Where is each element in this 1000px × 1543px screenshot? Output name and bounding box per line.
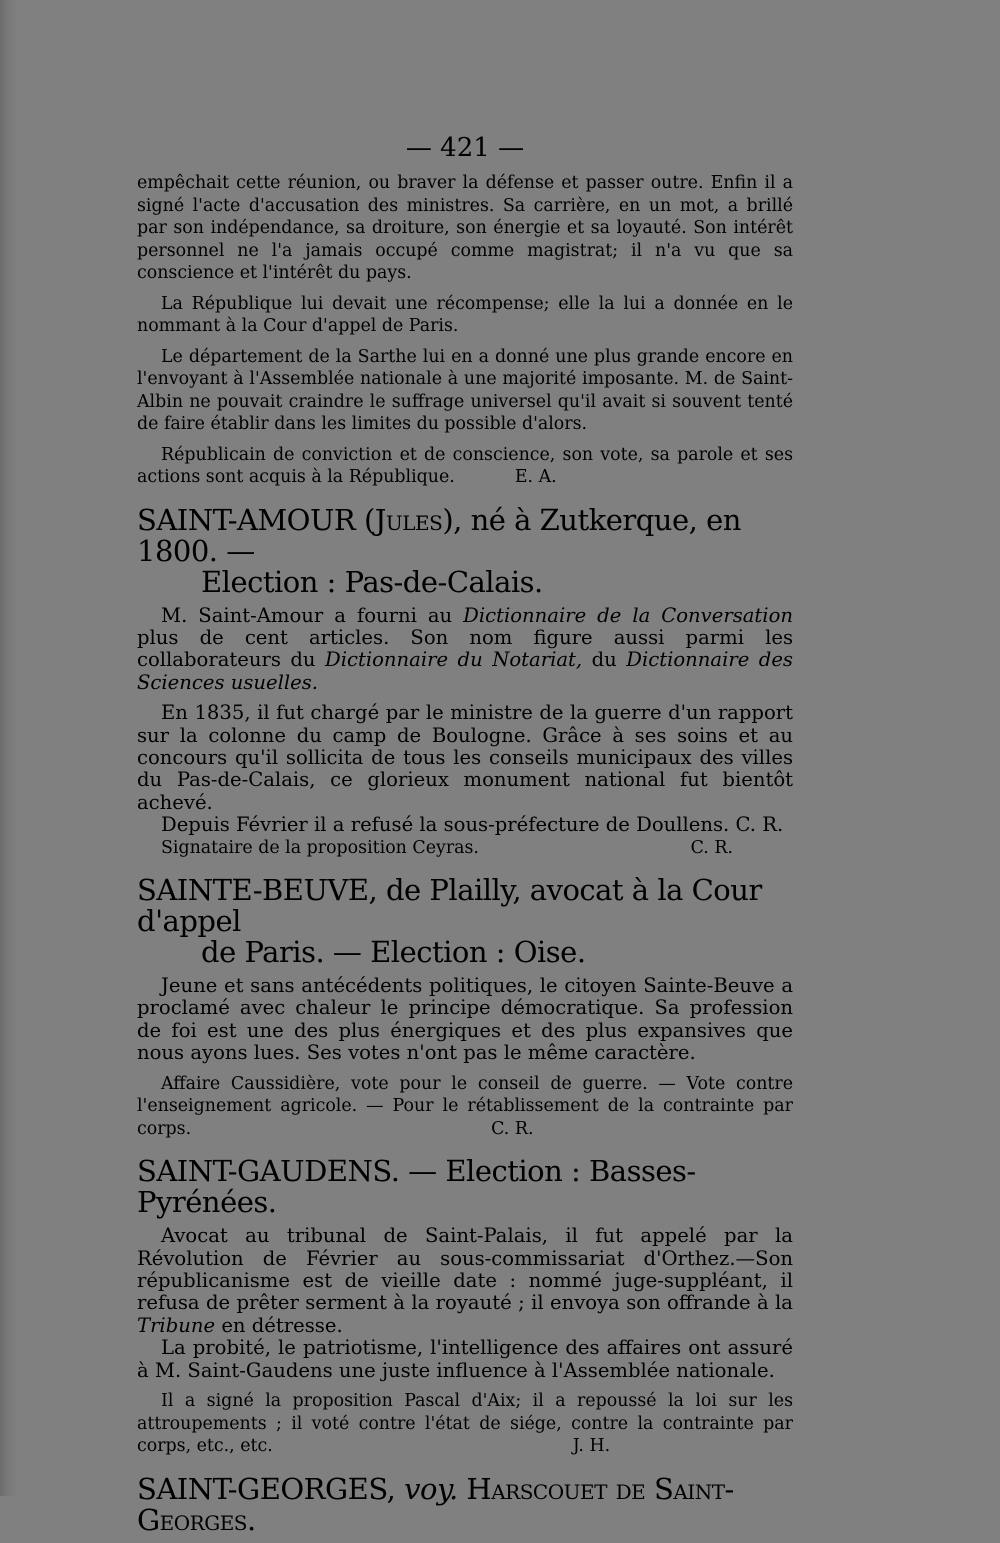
page-binding-edge [0, 0, 18, 1496]
paragraph: La République lui devait une récompense; elle la lui a donnée en le nommant à la Cour d'appel de Paris. [137, 293, 793, 336]
signature: C. R. [491, 1118, 534, 1139]
text: plus de cent articles. Son nom figure aussi parmi les collaborateurs du [137, 625, 793, 672]
cross-reference-target: Harscouet de Saint-Georges. [137, 1471, 734, 1537]
note [137, 1390, 793, 1458]
paragraph: La probité, le patriotisme, l'intelligence des affaires ont assuré à M. Saint-Gaudens une juste influence à l'Assemblée nationale. [137, 1336, 793, 1382]
entry-saint-georges [137, 1471, 793, 1537]
note-text: Signataire de la proposition Ceyras. [161, 837, 479, 858]
note-text: Affaire Caussidière, vote pour le conseil de guerre. — Vote contre l'enseignement agricole. — Pour le rétablissement de la contrainte par corps. [137, 1073, 793, 1139]
page-number: — 421 — [405, 133, 525, 163]
book-page [137, 128, 793, 1543]
paragraph: empêchait cette réunion, ou braver la défense et passer outre. Enfin il a signé l'acte d'accusation des ministres. Sa carrière, en un mot, a brillé par son indépendance, sa droiture, son énergie et sa loyauté. Son intérêt personnel ne l'a jamais occupé comme magistrat; il n'a vu que sa conscience et l'intérêt du pays. [137, 173, 793, 283]
entry-given-name: (Jules), [363, 502, 462, 537]
italic-title: Dictionnaire du Notariat, [325, 648, 583, 672]
signature: C. R. [735, 813, 784, 837]
entry-heading-rest: né à Zutkerque, en 1800. — [137, 502, 741, 568]
signature: C. R. [690, 837, 733, 858]
paragraph [137, 605, 793, 695]
italic-title: Dictionnaire de la Conversation [463, 603, 793, 627]
text: M. Saint-Amour a fourni au [161, 603, 464, 627]
paragraph: Jeune et sans antécédents politiques, le citoyen Sainte-Beuve a proclamé avec chaleur le principe démocratique. Sa profession de foi est une des plus énergiques et des plus expansives que nous ayons lues. Ses votes n'ont pas le même caractère. [137, 974, 793, 1065]
entry-saint-albin-continuation [137, 172, 793, 489]
text: Avocat au tribunal de Saint-Palais, il fut appelé par la Révolution de Février au sous-commissariat d'Orthez.—Son républicanisme est de vieille date : nommé juge-suppléant, il refusa de prêter serment à la royauté ; il envoya son offrande à la [137, 1224, 793, 1315]
entry-saint-amour [137, 502, 793, 860]
paragraph [137, 814, 793, 836]
text: du [582, 648, 627, 672]
entry-heading [137, 502, 793, 599]
paragraph [137, 1225, 793, 1337]
text: en détresse. [215, 1313, 343, 1337]
entry-saint-gaudens [137, 1156, 793, 1457]
entry-heading-line1: SAINTE-BEUVE, de Plailly, avocat à la Cour d'appel [137, 873, 762, 939]
paragraph: En 1835, il fut chargé par le ministre de la guerre d'un rapport sur la colonne du camp de Boulogne. Grâce à ses soins et au concours qu'il sollicita de tous les conseils municipaux des villes du Pas-de-Calais, ce glorieux monument national fut bientôt achevé. [137, 701, 793, 814]
entry-heading: SAINT-GAUDENS. — Election : Basses-Pyrénées. [137, 1154, 696, 1220]
entry-name: SAINT-AMOUR [137, 502, 356, 537]
signature: J. H. [572, 1436, 611, 1457]
paragraph: Le département de la Sarthe lui en a donné une plus grande encore en l'envoyant à l'Assemblée nationale à une majorité imposante. M. de Saint-Albin ne pouvait craindre le suffrage universel qu'il avait si souvent tenté de faire établir dans les limites du possible d'alors. [137, 346, 793, 434]
italic-title: Tribune [137, 1313, 216, 1337]
note [137, 1073, 793, 1141]
closing-text: Républicain de conviction et de conscience, son vote, sa parole et ses actions sont acquis à la République. [137, 444, 793, 487]
entry-heading [137, 875, 793, 968]
entry-name: SAINT-GEORGES, [137, 1471, 396, 1506]
italic-title: Dictionnaire des Sciences usuelles. [137, 648, 793, 694]
entry-sainte-beuve [137, 875, 793, 1140]
text: Depuis Février il a refusé la sous-préfecture de Doullens. [161, 813, 730, 837]
paragraph [137, 444, 793, 489]
signature: E. A. [514, 467, 557, 487]
entry-election: Election : Pas-de-Calais. [201, 564, 543, 599]
note-text: Il a signé la proposition Pascal d'Aix; il a repoussé la loi sur les attroupements ; il voté contre l'état de siége, contre la contrainte par corps, etc., etc. [137, 1391, 793, 1457]
cross-reference-marker: voy. [395, 1471, 458, 1506]
entry-election: de Paris. — Election : Oise. [201, 935, 586, 970]
note [137, 837, 793, 860]
